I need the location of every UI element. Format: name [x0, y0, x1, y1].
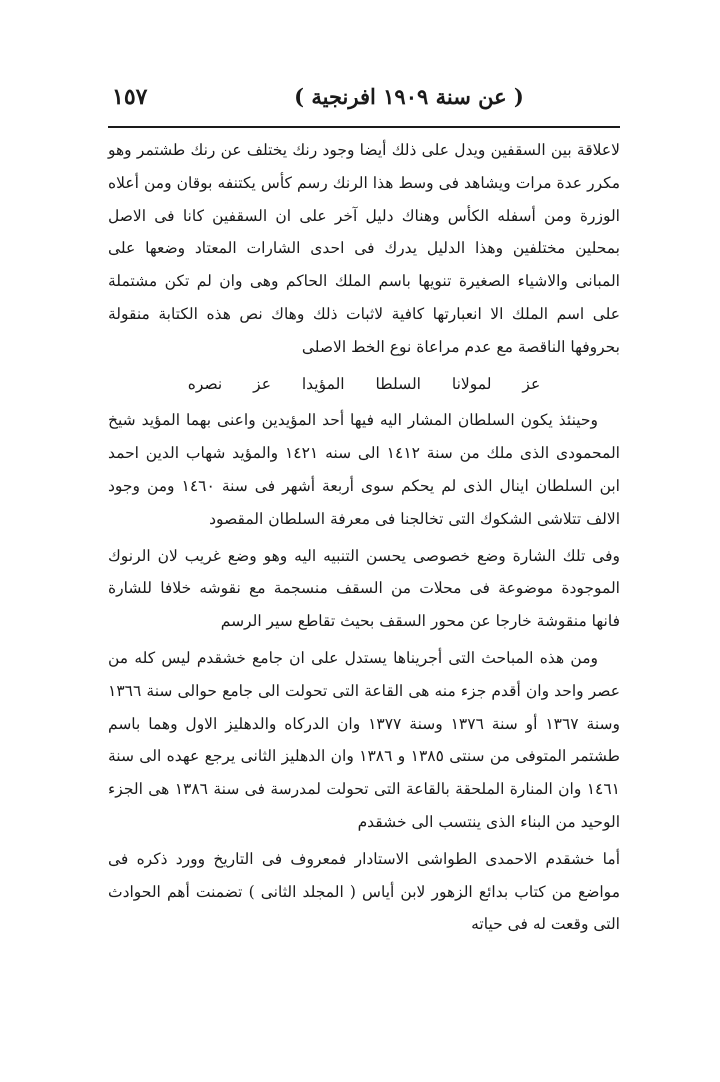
- running-title: ( عن سنة ١٩٠٩ افرنجية ): [294, 84, 524, 109]
- paragraph-mosque-dating: ومن هذه المباحث التى أجريناها يستدل على ان جامع خشقدم ليس كله من عصر واحد وان أقدم جزء منه هى القاعة التى تحولت الى جامع حوالى سنة ١٣٦٦ وسنة ١٣٦٧ أو سنة ١٣٧٦ وسنة ١٣٧٧ وان الدركاه والدهليز الاول وهما باسم طشتمر المتوفى من سنتى ١٣٨٥ و ١٣٨٦ وان الدهليز الثانى يرجع عهده الى سنة ١٤٦١ وان المنارة الملحقة بالقاعة التى تحولت لمدرسة فى سنة ١٣٨٦ هى الجزء الوحيد من البناء الذى ينتسب الى خشقدم: [108, 648, 620, 831]
- page-number: ١٥٧: [112, 84, 148, 110]
- body-text: [108, 134, 620, 941]
- paragraph-ceilings-evidence: لاعلاقة بين السقفين ويدل على ذلك أيضا وجود رنك يختلف عن رنك طشتمر وهو مكرر عدة مرات ويشاهد فى وسط هذا الرنك رسم كأس يكتنفه بوقان ومن أعلاه الوزرة ومن أسفله الكأس وهناك دليل آخر على ان السقفين كانا فى الاصل بمحلين مختلفين وهذا الدليل يدرك فى احدى الشارات المعتاد وضعها على المبانى والاشياء الصغيرة تنويها باسم الملك الحاكم وهى وان لم تكن مشتملة على اسم الملك الا انعبارتها كافية لاثبات ذلك وهاك نص هذه الكتابة منقولة بحروفها الناقصة مع عدم مراعاة نوع الخط الاصلى: [108, 141, 620, 356]
- inscription-text: عز لمولانا السلطا المؤيدا عز نصره: [187, 374, 541, 393]
- paragraph-sultan-identification: وحينئذ يكون السلطان المشار اليه فيها أحد المؤيدين واعنى بهما المؤيد شيخ المحمودى الذى ملك من سنة ١٤١٢ الى سنه ١٤٢١ والمؤيد شهاب الدين احمد ابن السلطان اينال الذى لم يحكم سوى أربعة أشهر فى سنة ١٤٦٠ ومن وجود الالف تتلاشى الشكوك التى تخالجنا فى معرفة السلطان المقصود: [108, 411, 620, 528]
- paragraph-emblem-position: وفى تلك الشارة وضع خصوصى يحسن التنبيه اليه وهو وضع غريب لان الرنوك الموجودة موضوعة فى محلات من السقف منسجمة مع نقوشه خلافا للشارة فانها منقوشة خارجا عن محور السقف بحيث تقاطع سير الرسم: [108, 546, 620, 631]
- paragraph-khushqadam: أما خشقدم الاحمدى الطواشى الاستادار فمعروف فى التاريخ وورد ذكره فى مواضع من كتاب بدائع الزهور لابن أياس ( المجلد الثانى ) تضمنت أهم الحوادث التى وقعت له فى حياته: [108, 849, 620, 934]
- book-page: [108, 82, 620, 941]
- page-header: [108, 82, 620, 128]
